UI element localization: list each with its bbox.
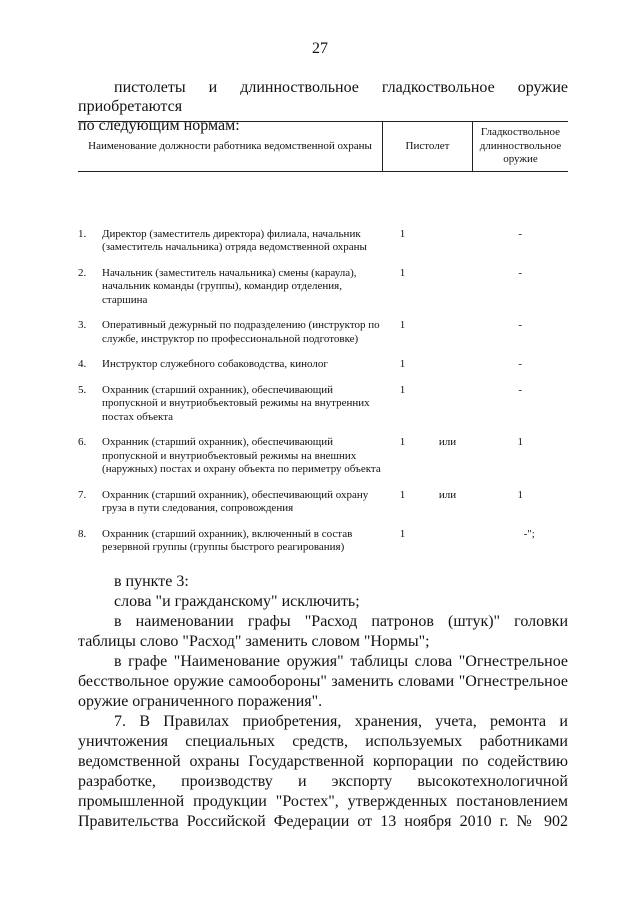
- row-or: [423, 372, 473, 425]
- row-or: [423, 516, 473, 555]
- table-row: [78, 372, 568, 425]
- row-shotgun: 1: [517, 488, 523, 501]
- row-or: [423, 307, 473, 346]
- table-row: [78, 424, 568, 477]
- row-title: Охранник (старший охранник), обеспечивающий пропускной и внутриобъектовый режимы на внутренних постах объекта: [102, 383, 370, 423]
- row-title: Инструктор служебного собаководства, кинолог: [102, 358, 328, 370]
- row-or: или: [438, 488, 457, 501]
- row-pistol: 1: [399, 436, 406, 448]
- table-row: [78, 307, 568, 346]
- row-shotgun: -: [518, 319, 523, 331]
- row-number: 1.: [78, 227, 87, 240]
- row-number: 2.: [78, 266, 87, 279]
- paragraph: в наименовании графы "Расход патронов (штук)" головки таблицы слово "Расход" заменить словом "Нормы";: [78, 613, 568, 650]
- row-or: или: [438, 436, 457, 448]
- row-pistol: 1: [399, 319, 406, 331]
- body-text: [78, 572, 568, 832]
- row-pistol: 1: [399, 358, 406, 370]
- row-shotgun: -: [518, 227, 523, 240]
- intro-line-1: пистолеты и длинноствольное гладкоствольное оружие приобретаются: [78, 79, 568, 115]
- row-title: Охранник (старший охранник), включенный в состав резервной группы (группы быстрого реагирования): [102, 527, 353, 553]
- header-pistol: Пистолет: [383, 122, 473, 172]
- row-pistol: 1: [399, 383, 406, 396]
- row-number: 5.: [78, 383, 87, 396]
- page-number: 27: [312, 40, 328, 57]
- header-shotgun: Гладкоствольное длинноствольное оружие: [473, 122, 569, 172]
- table-row: [78, 477, 568, 516]
- row-title: Директор (заместитель директора) филиала, начальник (заместитель начальника) отряда ведомственной охраны: [102, 227, 367, 253]
- table-row: [78, 346, 568, 372]
- header-position: Наименование должности работника ведомственной охраны: [78, 122, 383, 172]
- row-pistol: 1: [399, 227, 406, 240]
- row-number: 7.: [78, 488, 87, 501]
- table-header-row: [78, 122, 568, 172]
- row-shotgun: -";: [523, 527, 535, 540]
- row-number: 6.: [78, 436, 87, 448]
- table-row: [78, 516, 568, 555]
- paragraph: 7. В Правилах приобретения, хранения, учета, ремонта и уничтожения специальных средств, используемых работниками ведомственной охраны Государственной корпорации по содействию разработке, производству и экспорту высокотехнологичной промышленной продукции "Ростех", утвержденных постановлением Правительства Российской Федерации от 13 ноября 2010 г. № 902: [78, 713, 568, 830]
- row-pistol: 1: [399, 527, 406, 540]
- paragraph: слова "и гражданскому" исключить;: [114, 593, 360, 610]
- intro-line-2: по следующим нормам:: [78, 117, 240, 134]
- row-number: 3.: [78, 319, 87, 331]
- row-shotgun: -: [518, 358, 523, 370]
- row-or: [423, 346, 473, 372]
- row-title: Охранник (старший охранник), обеспечивающий пропускной и внутриобъектовый режимы на внешних (наружных) постах и охрану объекта по периметру объекта: [102, 436, 381, 475]
- row-shotgun: -: [518, 383, 523, 396]
- row-or: [423, 255, 473, 308]
- row-pistol: 1: [399, 488, 406, 501]
- row-pistol: 1: [399, 266, 406, 279]
- paragraph: в графе "Наименование оружия" таблицы слова "Огнестрельное бесствольное оружие самообороны" заменить словами "Огнестрельное оружие ограниченного поражения".: [78, 653, 568, 710]
- row-shotgun: -: [518, 266, 523, 279]
- paragraph: в пункте 3:: [114, 573, 189, 590]
- row-number: 4.: [78, 358, 87, 370]
- row-title: Начальник (заместитель начальника) смены (караула), начальник команды (группы), командир отделения, старшина: [102, 266, 357, 306]
- table-row: [78, 171, 568, 255]
- row-title: Оперативный дежурный по подразделению (инструктор по службе, инструктор по профессиональной подготовке): [102, 319, 380, 345]
- row-shotgun: 1: [517, 436, 523, 448]
- row-title: Охранник (старший охранник), обеспечивающий охрану груза в пути следования, сопровождения: [102, 488, 369, 514]
- row-or: [423, 171, 473, 255]
- table-row: [78, 255, 568, 308]
- row-number: 8.: [78, 527, 87, 540]
- norms-table: [78, 121, 568, 555]
